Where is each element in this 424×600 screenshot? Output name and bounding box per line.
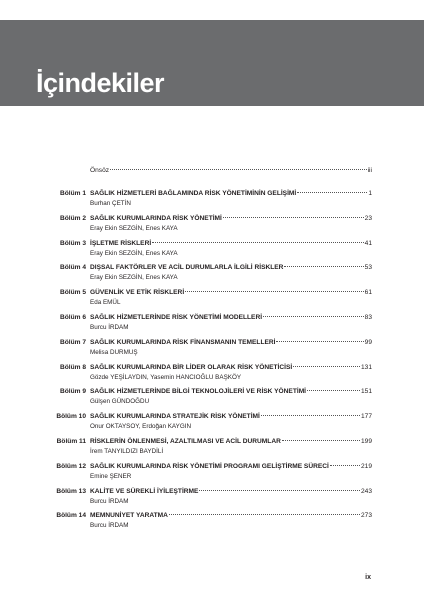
chapter-number: Bölüm 4 [59, 264, 86, 272]
dot-leader [284, 266, 363, 267]
chapter-authors: Burcu İRDAM [90, 497, 129, 505]
chapter-page: 1 [368, 190, 372, 197]
dot-leader [263, 316, 364, 317]
chapter-number: Bölüm 13 [56, 487, 86, 495]
chapter-title: MEMNUNİYET YARATMA [90, 512, 168, 520]
chapter-entry [90, 313, 372, 322]
chapter-title: SAĞLIK KURUMLARINDA STRATEJİK RİSK YÖNETİMİ [90, 413, 260, 421]
dot-leader [152, 242, 363, 243]
chapter-page: 219 [360, 462, 372, 470]
page-number: ix [365, 574, 371, 581]
chapter-authors: Burcu İRDAM [90, 324, 129, 331]
chapter-title: KALİTE VE SÜREKLİ İYİLEŞTİRME [90, 487, 199, 495]
dot-leader [185, 291, 364, 292]
chapter-entry [90, 263, 372, 272]
toc-preface-entry[interactable] [90, 166, 372, 175]
chapter-title: SAĞLIK KURUMLARINDA RİSK YÖNETİMİ PROGRAMI GELİŞTİRME SÜRECİ [90, 462, 329, 470]
chapter-title: SAĞLIK KURUMLARINDA BİR LİDER OLARAK RİSK YÖNETİCİSİ [90, 363, 293, 371]
chapter-authors: Melisa DURMUŞ [90, 348, 138, 356]
chapter-title: GÜVENLİK VE ETİK RİSKLERİ [90, 289, 185, 297]
chapter-entry [90, 239, 372, 248]
chapter-authors: Eray Ekin SEZGİN, Enes KAYA [90, 249, 178, 257]
chapter-title: SAĞLIK KURUMLARINDA RİSK YÖNETİMİ [90, 214, 222, 222]
chapter-title: SAĞLIK HİZMETLERİNDE BİLGİ TEKNOLOJİLERİ VE RİSK YÖNETİMİ [90, 388, 307, 396]
chapter-number: Bölüm 9 [59, 388, 86, 396]
dot-leader [293, 366, 360, 367]
dot-leader [199, 490, 360, 491]
chapter-title: RİSKLERİN ÖNLENMESİ, AZALTILMASI VE ACİL DURUMLAR [90, 438, 281, 445]
chapter-page: 243 [360, 487, 372, 495]
chapter-number: Bölüm 10 [56, 413, 86, 421]
chapter-entry [90, 387, 372, 396]
dot-leader [282, 440, 360, 441]
chapter-authors: Eray Ekin SEZGİN, Enes KAYA [90, 274, 178, 282]
chapter-number: Bölüm 14 [56, 512, 86, 520]
dot-leader [110, 169, 367, 170]
chapter-entry [90, 288, 372, 297]
chapter-page: 177 [360, 413, 372, 421]
dot-leader [261, 415, 360, 416]
dot-leader [297, 192, 367, 193]
chapter-page: 83 [364, 314, 372, 321]
chapter-page: 273 [360, 512, 372, 520]
chapter-page: 199 [360, 438, 372, 445]
preface-title: Önsöz [90, 167, 110, 174]
chapter-number: Bölüm 6 [59, 314, 86, 321]
dot-leader [223, 217, 364, 218]
chapter-entry [90, 412, 372, 421]
chapter-authors: Burcu İRDAM [90, 522, 129, 530]
chapter-page: 41 [364, 239, 372, 247]
chapter-number: Bölüm 7 [59, 338, 86, 346]
chapter-page: 53 [364, 264, 372, 272]
chapter-authors: Eray Ekin SEZGİN, Enes KAYA [90, 224, 178, 232]
chapter-number: Bölüm 2 [59, 214, 86, 222]
dot-leader [330, 465, 360, 466]
page-title: İçindekiler [36, 68, 165, 98]
chapter-page: 23 [364, 214, 372, 222]
chapter-number: Bölüm 12 [56, 462, 86, 470]
chapter-entry [90, 487, 372, 496]
dot-leader [276, 341, 363, 342]
dot-leader [307, 390, 360, 391]
chapter-title: SAĞLIK HİZMETLERİ BAĞLAMINDA RİSK YÖNETİMİNİN GELİŞİMİ [90, 190, 297, 197]
chapter-entry [90, 511, 372, 520]
chapter-entry [90, 214, 372, 223]
chapter-title: SAĞLIK HİZMETLERİNDE RİSK YÖNETİMİ MODELLERİ [90, 314, 263, 321]
chapter-authors: Burhan ÇETİN [90, 200, 131, 207]
chapter-entry [90, 437, 372, 446]
chapter-page: 61 [364, 289, 372, 297]
chapter-page: 151 [360, 388, 372, 396]
chapter-entry [90, 189, 372, 198]
chapter-authors: Eda EMÜL [90, 299, 121, 307]
chapter-number: Bölüm 1 [59, 190, 86, 197]
chapter-number: Bölüm 5 [59, 289, 86, 297]
chapter-number: Bölüm 11 [56, 438, 86, 445]
chapter-authors: Gülşen GÜNDOĞDU [90, 398, 150, 406]
chapter-authors: Gözde YEŞİLAYDIN, Yasemin HANCIOĞLU BAŞKÖY [90, 373, 242, 381]
chapter-authors: Onur OKTAYSOY, Erdoğan KAYGIN [90, 423, 192, 431]
chapter-authors: İrem TANYILDIZI BAYDİLİ [90, 448, 164, 455]
chapter-entry [90, 338, 372, 347]
dot-leader [169, 514, 360, 515]
chapter-title: SAĞLIK KURUMLARINDA RİSK FİNANSMANIN TEMELLERİ [90, 338, 276, 346]
chapter-number: Bölüm 8 [59, 363, 86, 371]
chapter-title: DIŞSAL FAKTÖRLER VE ACİL DURUMLARLA İLGİLİ RİSKLER [90, 264, 284, 272]
chapter-page: 131 [360, 363, 372, 371]
chapter-authors: Emine ŞENER [90, 472, 132, 480]
chapter-page: 99 [364, 338, 372, 346]
chapter-title: İŞLETME RİSKLERİ [90, 239, 152, 247]
preface-page: iii [367, 167, 372, 174]
chapter-number: Bölüm 3 [59, 239, 86, 247]
chapter-entry [90, 462, 372, 471]
chapter-entry [90, 363, 372, 372]
